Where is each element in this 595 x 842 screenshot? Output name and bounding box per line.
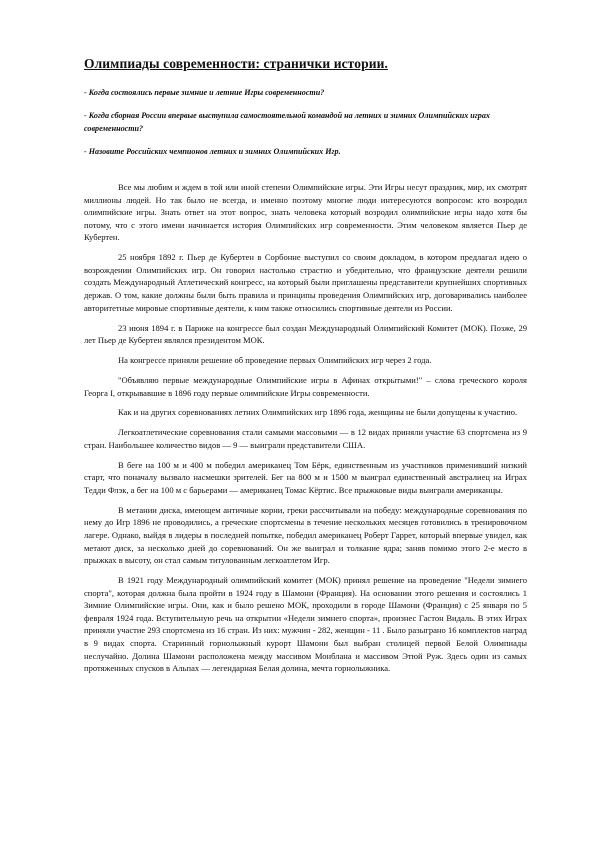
question-list: [84, 86, 529, 168]
question-item: - Назовите Российских чемпионов летних и зимних Олимпийских Игр.: [84, 147, 341, 156]
paragraph-sorbonne: 25 ноября 1892 г. Пьер де Кубертен в Сорбонне выступил со своим докладом, в котором предлагал идею о возрождении Олимпийских игр. Он говорил настолько страстно и убедительно, что французские деятели решили создать Международный Атлетический конгресс, на который были приглашены представители крупнейших спортивных держав. О том, какие должны были быть правила и принципы проведения Олимпийских игр, договаривались наиболее авторитетные мировые спортивные деятели, к ним также относились спортивные деятели из России.: [84, 252, 527, 313]
question-item: - Когда состоялись первые зимние и летние Игры современности?: [84, 88, 325, 97]
paragraph-winter-games: В 1921 году Международный олимпийский комитет (МОК) принял решение на проведение "Недели зимнего спорта", которая должна была пройти в 1924 году в Шамони (Франция). На основании этого решения и состоялись 1 Зимние Олимпийские игры. Они, как и было решено МОК, проходили в городе Шамони (Франция) с 25 января по 5 февраля 1924 года. Вступительную речь на открытии «Недели зимнего спорта», произнес Гастон Видаль. В этих Играх приняли участие 293 спортсмена из 16 стран. Из них: мужчин - 282, женщин - 11 . Было разыграно 16 комплектов наград в 9 видах спорта. Старинный горнолыжный курорт Шамони был выбран столицей первой Белой Олимпиады неслучайно. Долина Шамони расположена между массивом Монблана и массивом Этюй Руж. Здесь один из самых протяженных спусков в Альпах — легендарная Белая долина, мечта горнолыжника.: [84, 575, 527, 674]
paragraph-women: Как и на других соревнованиях летних Олимпийских игр 1896 года, женщины не были допущены к участию.: [118, 407, 518, 418]
question-item: - Когда сборная России впервые выступила самостоятельной командой на летних и зимних Олимпийских играх современности?: [84, 111, 490, 133]
article-body: [84, 181, 527, 682]
paragraph-athletics: Легкоатлетические соревнования стали самыми массовыми — в 12 видах приняли участие 63 спортсмена из 9 стран. Наибольшее количество видов — 9 — выиграли представители США.: [84, 427, 527, 450]
paragraph-athens-opening: "Объявляю первые международные Олимпийские игры в Афинах открытыми!" – слова греческого короля Георга I, открывавшие в 1896 году первые олимпийские Игры современности.: [84, 374, 527, 398]
paragraph-congress-decision: На конгрессе приняли решение об проведение первых Олимпийских игр через 2 года.: [118, 355, 432, 366]
paragraph-ioc-founded: 23 июня 1894 г. в Париже на конгрессе был создан Международный Олимпийский Комитет (МОК). Позже, 29 лет Пьер де Кубертен являлся президентом МОК.: [84, 322, 527, 346]
paragraph-running: В беге на 100 м и 400 м победил американец Том Бёрк, единственным из участников применивший низкий старт, что поначалу вызвало насмешки зрителей. Бег на 800 м и 1500 м выиграл единственный австралиец на Играх Тедди Флэк, а бег на 100 м с барьерами — американец Томас Кёртис. Все прыжковые виды выиграли американцы.: [84, 459, 527, 495]
paragraph-intro: Все мы любим и ждем в той или иной степени Олимпийские игры. Эти Игры несут праздник, мир, их смотрят миллионы людей. Но так было не всегда, и именно поэтому многие люди интересуются вопросом: кто возродил олимпийские игры. Знать ответ на этот вопрос, знать человека который возродил олимпийские игры надо хотя бы потому, что с этого имени начинается история Олимпийских игр современности. Этим человеком является Пьер де Кубертен.: [84, 182, 527, 243]
page-title: Олимпиады современности: странички истории.: [84, 56, 388, 71]
paragraph-discus: В метании диска, имеющем античные корни, греки рассчитывали на победу: международные соревнования по нему до Игр 1896 не проводились, а греческие спортсмены в течение нескольких месяцев готовились в тренировочном лагере. Однако, выйдя в лидеры в последней попытке, победил американец Роберт Гаррет, который впервые увидел, как метают диск, за несколько дней до соревнований. Он же выиграл и толкание ядра; заняв помимо этого 2-е место в прыжках в высоту, он стал самым титулованным легкоатлетом Игр.: [84, 504, 527, 566]
